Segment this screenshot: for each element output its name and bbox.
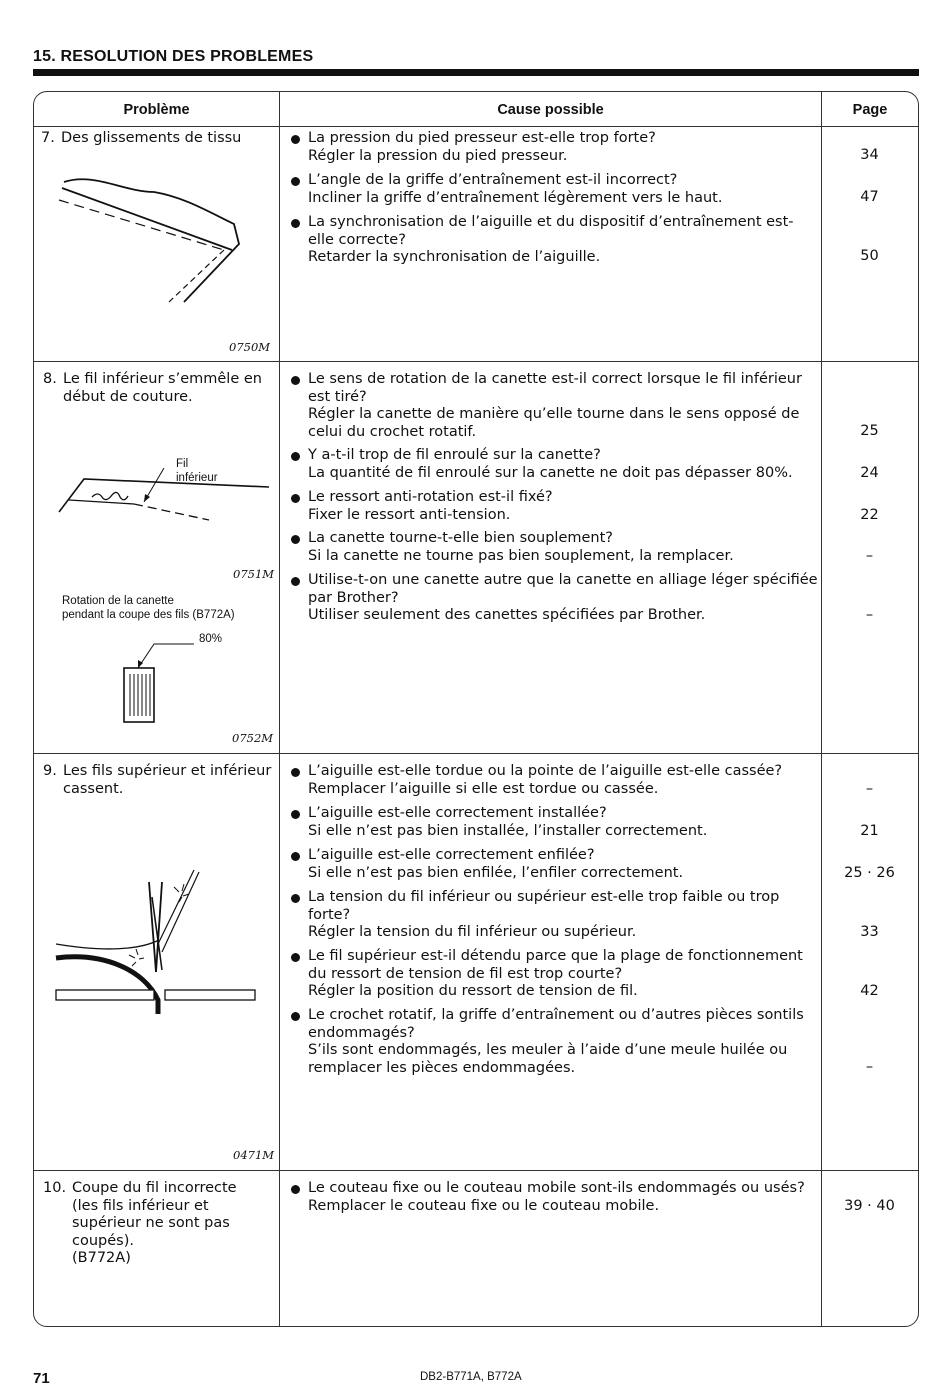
- bullet-icon: [291, 953, 300, 962]
- page-ref: 47: [860, 189, 879, 205]
- cause-item: La synchronisation de l’aiguille et du dispositif d’entraînement est- elle correcte? Retarder la synchronisation de l’aiguille.: [291, 214, 821, 267]
- cause-item: L’aiguille est-elle correctement installée? Si elle n’est pas bien installée, l’installer correctement.: [291, 805, 821, 840]
- model-label: DB2-B771A, B772A: [420, 1371, 522, 1383]
- bullet-icon: [291, 810, 300, 819]
- troubleshooting-table: [33, 91, 919, 1327]
- bullet-icon: [291, 852, 300, 861]
- cause-item: Le sens de rotation de la canette est-il correct lorsque le fil inférieur est tiré? Régler la canette de manière qu’elle tourne dans le sens opposé de celui du crochet rotatif.: [291, 371, 821, 441]
- cause-item: La tension du fil inférieur ou supérieur est-elle trop faible ou trop forte? Régler la tension du fil inférieur ou supérieur.: [291, 889, 821, 942]
- figure-code: 0751M: [233, 567, 275, 581]
- page-ref: –: [865, 607, 874, 623]
- header-cause: Cause possible: [497, 102, 604, 118]
- bullet-icon: [291, 535, 300, 544]
- bullet-icon: [291, 1012, 300, 1021]
- page-ref: –: [865, 781, 874, 797]
- cause-item: Le couteau fixe ou le couteau mobile sont-ils endommagés ou usés? Remplacer le couteau fixe ou le couteau mobile.: [291, 1180, 821, 1215]
- cause-item: Y a-t-il trop de fil enroulé sur la canette? La quantité de fil enroulé sur la canette ne doit pas dépasser 80%.: [291, 447, 821, 482]
- bullet-icon: [291, 894, 300, 903]
- figure-code: 0471M: [233, 1148, 275, 1162]
- section-title: 15. RESOLUTION DES PROBLEMES: [33, 48, 314, 65]
- bullet-icon: [291, 376, 300, 385]
- page-ref: 39 · 40: [844, 1198, 895, 1214]
- problem-text: Le fil inférieur s’emmêle en début de couture.: [63, 371, 262, 405]
- header-page: Page: [852, 102, 888, 118]
- page-ref: 34: [860, 147, 879, 163]
- page-number: 71: [33, 1370, 50, 1387]
- bullet-icon: [291, 1185, 300, 1194]
- problem-number: 8.: [43, 371, 57, 387]
- page-ref: 24: [860, 465, 879, 481]
- page-ref: –: [865, 1059, 874, 1075]
- bullet-icon: [291, 452, 300, 461]
- page-ref: 50: [860, 248, 879, 264]
- page-ref: 22: [860, 507, 879, 523]
- problem-number: 9.: [43, 763, 57, 779]
- cause-item: Le ressort anti-rotation est-il fixé? Fixer le ressort anti-tension.: [291, 489, 821, 524]
- thread-breakage-illustration: [34, 92, 279, 1170]
- header-problem: Problème: [123, 102, 190, 118]
- problem-text: Des glissements de tissu: [61, 130, 242, 146]
- cause-item: Le crochet rotatif, la griffe d’entraînement ou d’autres pièces sontils endommagés? S’ils sont endommagés, les meuler à l’aide d’une meule huilée ou remplacer les pièces endommagées.: [291, 1007, 821, 1077]
- cause-item: Utilise-t-on une canette autre que la canette en alliage léger spécifiée par Brother? Utiliser seulement des canettes spécifiées par Brother.: [291, 572, 821, 625]
- row-divider: [34, 1170, 918, 1171]
- bullet-icon: [291, 135, 300, 144]
- bullet-icon: [291, 177, 300, 186]
- column-divider: [821, 92, 822, 1326]
- figure-code: 0750M: [229, 340, 271, 354]
- figure-label: 80%: [199, 633, 223, 645]
- figure-caption: Rotation de la canette pendant la coupe des fils (B772A): [62, 595, 235, 621]
- page-ref: 25: [860, 423, 879, 439]
- problem-text: Coupe du fil incorrecte (les fils inférieur et supérieur ne sont pas coupés). (B772A): [72, 1180, 237, 1266]
- cause-item: L’aiguille est-elle tordue ou la pointe de l’aiguille est-elle cassée? Remplacer l’aiguille si elle est tordue ou cassée.: [291, 763, 821, 798]
- figure-code: 0752M: [232, 731, 274, 745]
- page-ref: 21: [860, 823, 879, 839]
- problem-number: 7.: [41, 130, 55, 146]
- cause-item: La pression du pied presseur est-elle trop forte? Régler la pression du pied presseur.: [291, 130, 821, 165]
- page-ref: –: [865, 548, 874, 564]
- page-ref: 42: [860, 983, 879, 999]
- problem-number: 10.: [43, 1180, 67, 1196]
- bullet-icon: [291, 219, 300, 228]
- figure-label: Fil inférieur: [176, 458, 218, 484]
- cause-item: L’aiguille est-elle correctement enfilée? Si elle n’est pas bien enfilée, l’enfiler correctement.: [291, 847, 821, 882]
- title-rule: [33, 69, 919, 76]
- page-ref: 33: [860, 924, 879, 940]
- cause-item: L’angle de la griffe d’entraînement est-il incorrect? Incliner la griffe d’entraînement légèrement vers le haut.: [291, 172, 821, 207]
- bullet-icon: [291, 577, 300, 586]
- bullet-icon: [291, 494, 300, 503]
- cause-item: Le fil supérieur est-il détendu parce que la plage de fonctionnement du ressort de tension de fil est trop courte? Régler la position du ressort de tension de fil.: [291, 948, 821, 1001]
- bullet-icon: [291, 768, 300, 777]
- page-ref: 25 · 26: [844, 865, 895, 881]
- problem-text: Les fils supérieur et inférieur cassent.: [63, 763, 272, 797]
- column-divider: [279, 92, 280, 1326]
- cause-item: La canette tourne-t-elle bien souplement? Si la canette ne tourne pas bien souplement, la remplacer.: [291, 530, 821, 565]
